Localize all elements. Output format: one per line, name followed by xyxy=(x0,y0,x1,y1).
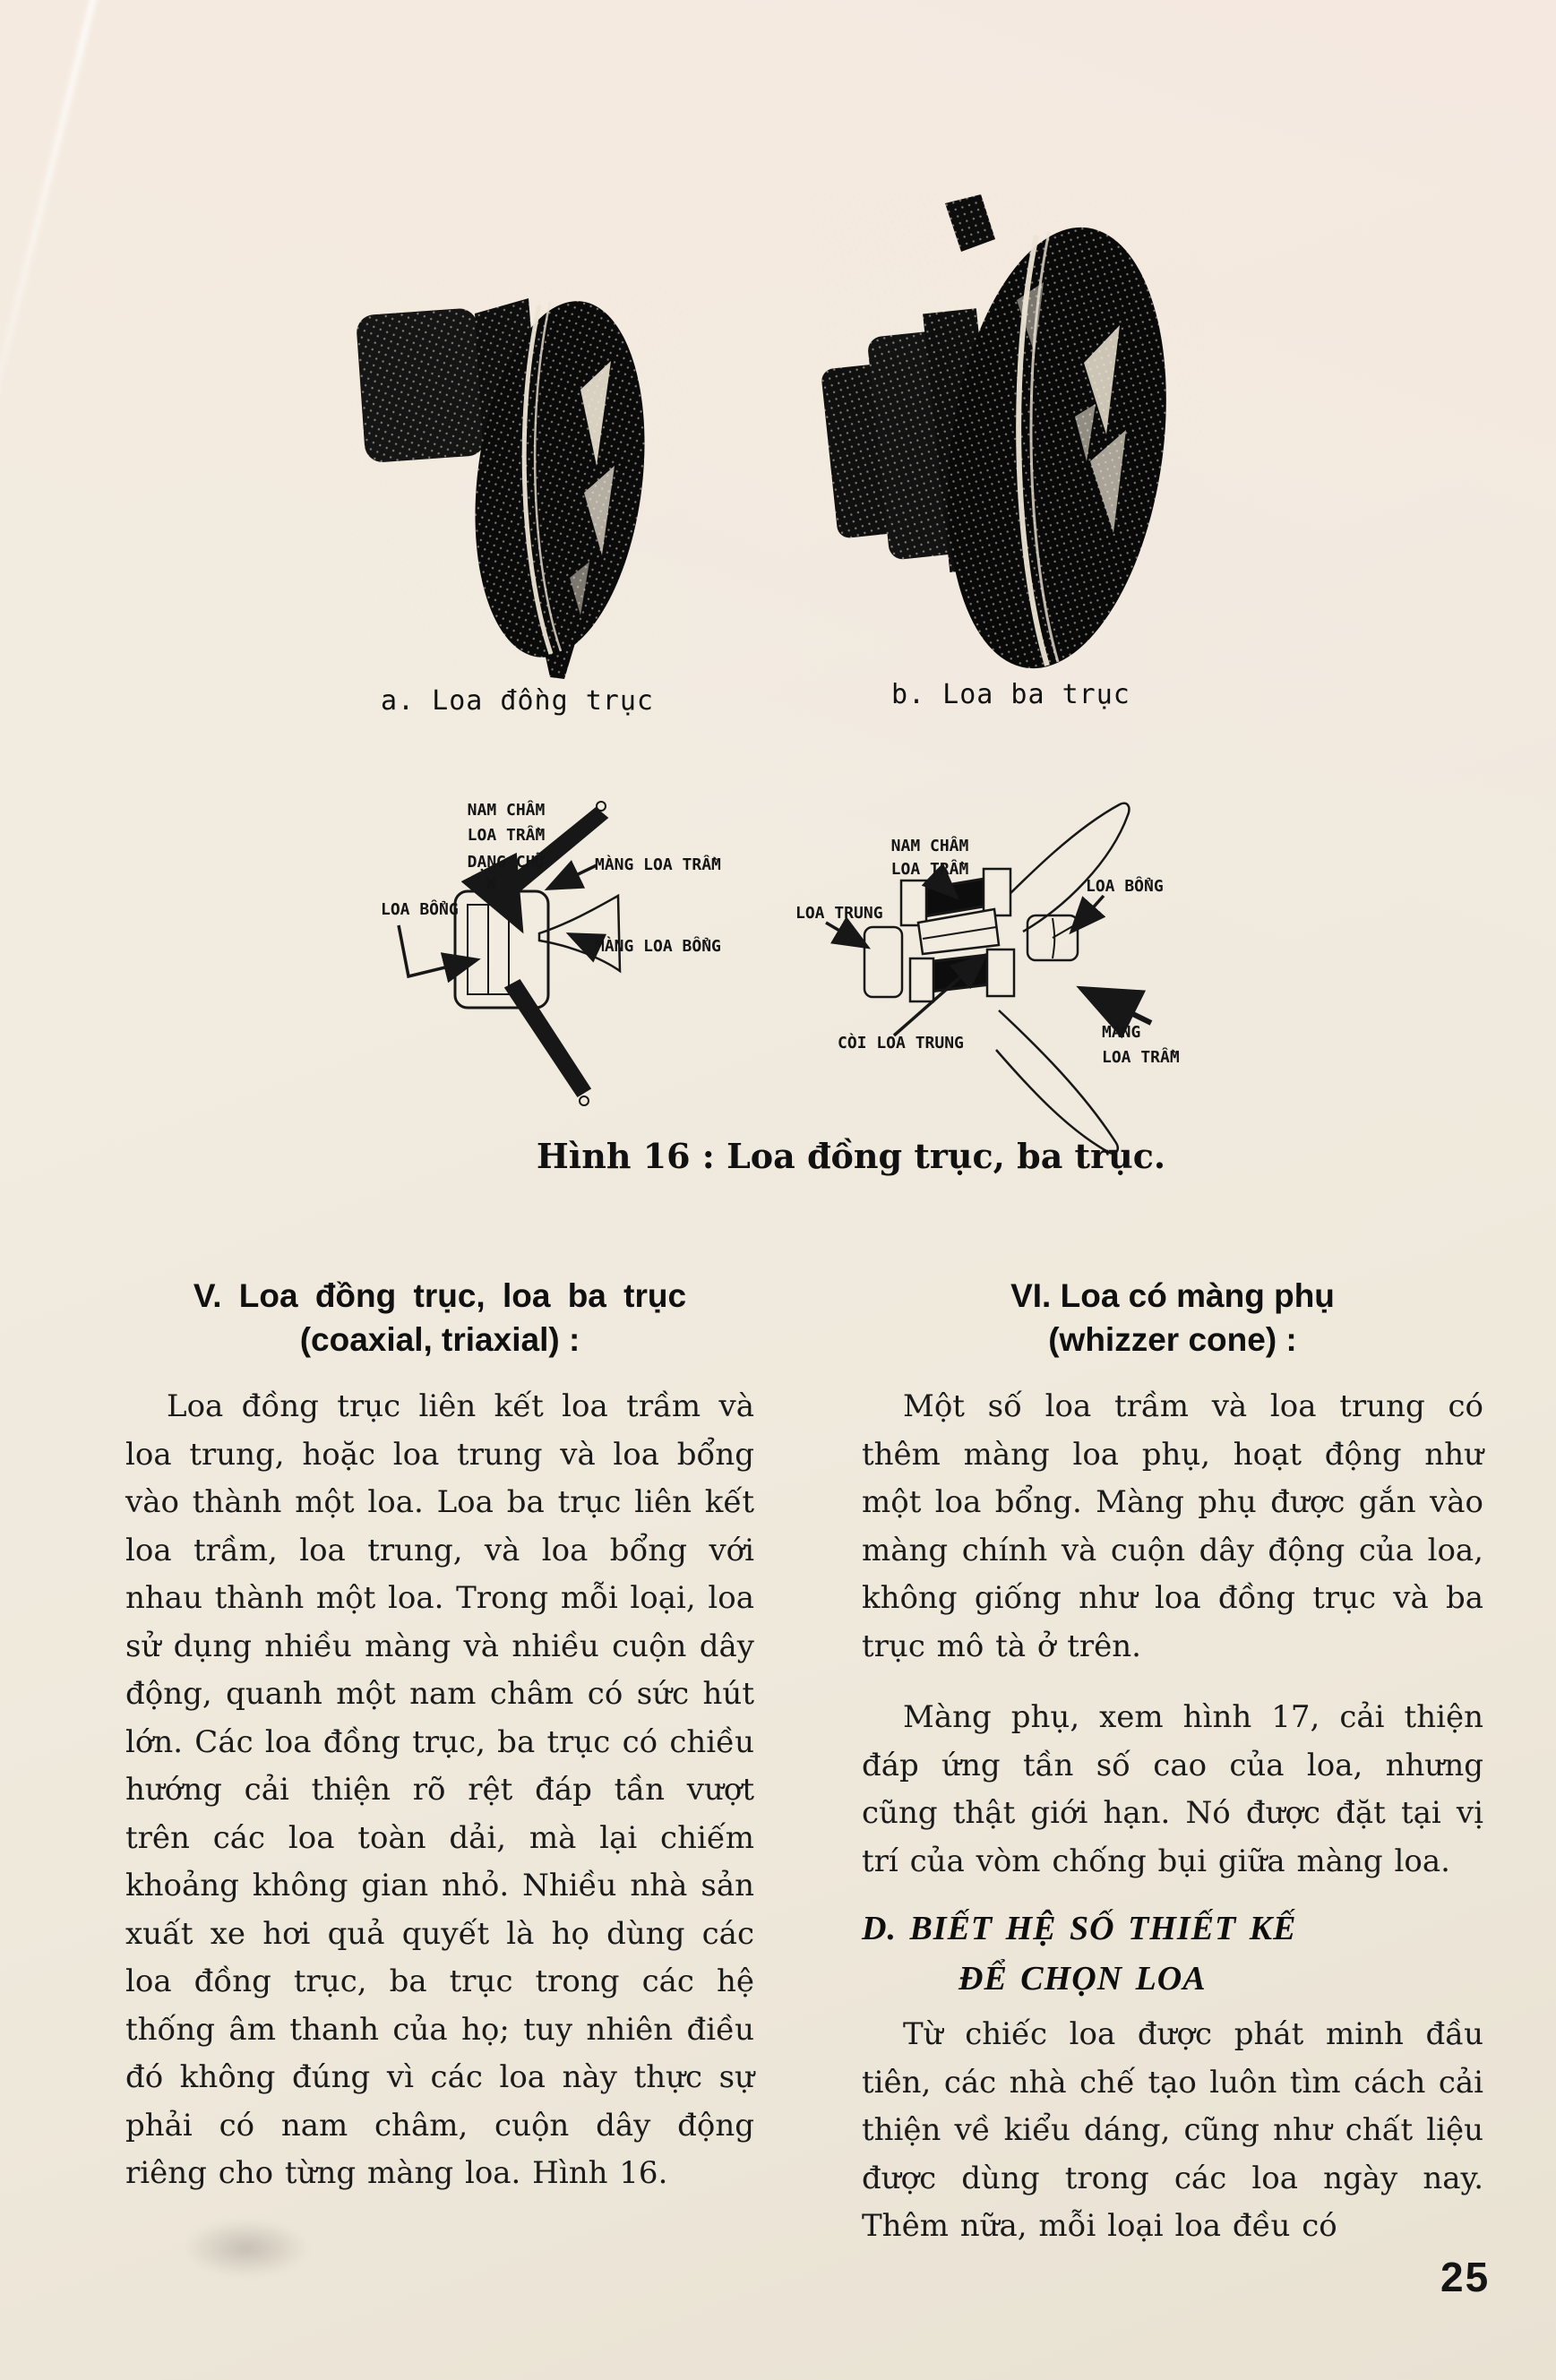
label-nam-cham: NAM CHÂM xyxy=(467,801,546,820)
label-loa-trung: LOA TRUNG xyxy=(795,904,883,923)
triaxial-diagram-lines xyxy=(826,803,1151,1154)
left-heading-line1: V. Loa đồng trục, loa ba trục xyxy=(193,1277,687,1314)
section-d-line1: D. BIẾT HỆ SỐ THIẾT KẾ xyxy=(862,1910,1297,1947)
photo-caption-b: b. Loa ba trục xyxy=(891,679,1130,710)
right-paragraph-1: Một số loa trầm và loa trung có thêm màng loa phụ, hoạt động như một loa bổng. Màng phụ được gắn vào màng chính và cuộn dây động của loa, không giống như loa đồng trục và ba trục mô tà ở trên. xyxy=(862,1388,1483,1664)
label-mang-loa-bong: MÀNG LOA BỔNG xyxy=(595,937,721,956)
right-paragraph-3: Từ chiếc loa được phát minh đầu tiên, các nhà chế tạo luôn tìm cách cải thiện về kiểu dáng, cũng như chất liệu được dùng trong các loa ngày nay. Thêm nữa, mỗi loại loa đều có xyxy=(862,2016,1483,2244)
label-mang: MÀNG xyxy=(1102,1023,1141,1042)
figure-caption: Hình 16 : Loa đồng trục, ba trục. xyxy=(536,1136,1166,1176)
label-nam-cham: NAM CHÂM xyxy=(890,837,969,855)
section-d-heading xyxy=(862,1903,1483,2004)
label-mang-loa-tram: MÀNG LOA TRẦM xyxy=(595,855,721,874)
right-column xyxy=(862,1274,1483,2251)
speaker-b-shape xyxy=(811,193,1205,676)
speaker-a-shape xyxy=(349,282,690,681)
photo-caption-a: a. Loa đồng trục xyxy=(381,685,654,717)
left-paragraph: Loa đồng trục liên kết loa trầm và loa trung, hoặc loa trung và loa bổng vào thành một loa. Loa ba trục liên kết loa trầm, loa trung, và loa bổng với nhau thành một loa. Trong mỗi loại, loa sử dụng nhiều màng và nhiều cuộn dây động, quanh một nam châm có sức hút lớn. Các loa đồng trục, ba trục có chiều hướng cải thiện rõ rệt đáp tần vượt trên các loa toàn dải, mà lại chiếm khoảng không gian nhỏ. Nhiều nhà sản xuất xe hơi quả quyết là họ dùng các loa đồng trục, ba trục trong các hệ thống âm thanh của họ; tuy nhiên điều đó không đúng vì các loa này thực sự phải có nam châm, cuộn dây động riêng cho từng màng loa. Hình 16. xyxy=(125,1388,754,2191)
page-number: 25 xyxy=(1440,2254,1491,2300)
right-column-heading xyxy=(862,1274,1483,1362)
right-heading-line2: (whizzer cone) : xyxy=(1048,1321,1297,1358)
right-paragraph-2: Màng phụ, xem hình 17, cải thiện đáp ứng tần số cao của loa, nhưng cũng thật giới hạn. Nó được đặt tại vị trí của vòm chống bụi giữa màng loa. xyxy=(862,1699,1483,1879)
coaxial-diagram-labels xyxy=(381,800,721,956)
speaker-photo-coaxial xyxy=(349,282,690,681)
label-loa-bong: LOA BỔNG xyxy=(1086,877,1164,896)
coaxial-diagram xyxy=(215,769,735,1127)
speaker-photo-triaxial xyxy=(811,193,1205,676)
right-heading-line1: VI. Loa có màng phụ xyxy=(1010,1277,1335,1314)
label-loa-tram: LOA TRẦM xyxy=(467,826,546,845)
label-dang-chu: DẠNG CHỮ xyxy=(467,853,546,872)
label-coi-loa-trung: CÒI LOA TRUNG xyxy=(838,1034,964,1053)
section-d-line2: ĐỂ CHỌN LOA xyxy=(959,1960,1207,1998)
label-loa-tram-2: LOA TRẦM xyxy=(1102,1048,1180,1067)
label-loa-tram: LOA TRẦM xyxy=(890,860,969,879)
label-loa-bong: LOA BỔNG xyxy=(381,900,459,919)
left-column xyxy=(125,1274,754,2198)
scan-smudge xyxy=(184,2220,309,2277)
triaxial-diagram xyxy=(770,788,1290,1173)
coaxial-diagram-lines xyxy=(399,802,620,1105)
paper-crease xyxy=(0,0,99,530)
left-heading-line2: (coaxial, triaxial) : xyxy=(299,1321,580,1358)
left-column-heading xyxy=(125,1274,754,1362)
label-w: W xyxy=(486,874,496,893)
